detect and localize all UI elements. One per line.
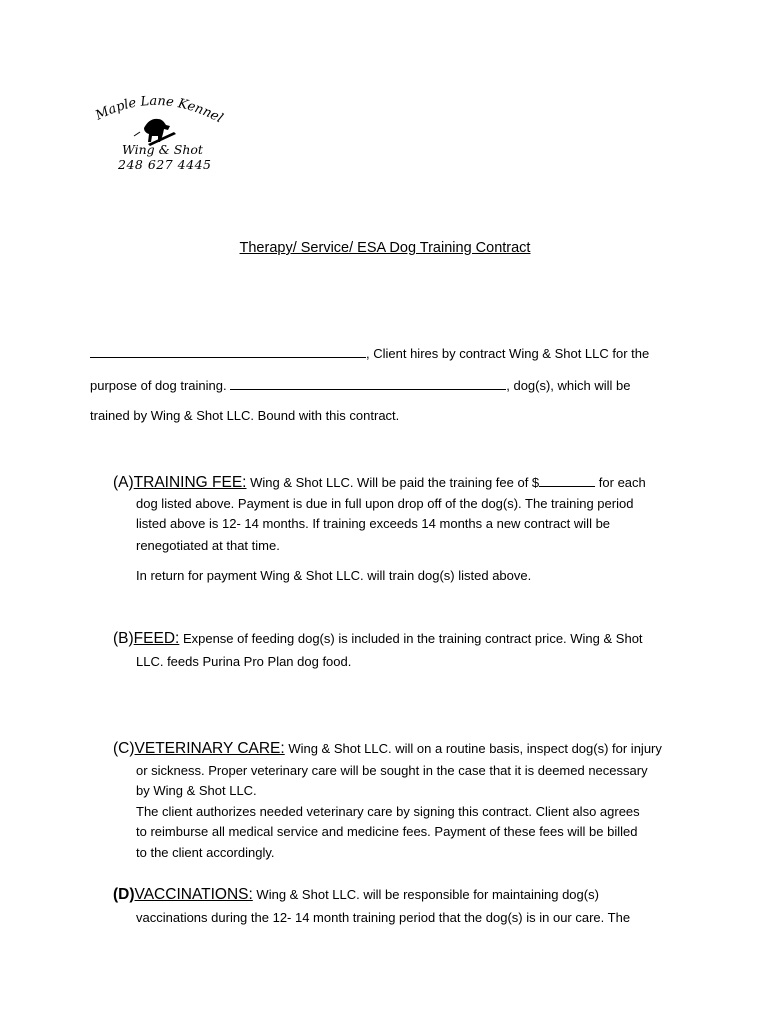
client-name-blank[interactable] — [90, 345, 366, 358]
intro-line-2-prefix: purpose of dog training. — [90, 378, 227, 393]
intro-line-1 — [90, 345, 649, 361]
kennel-logo — [92, 92, 228, 174]
section-a-first-text: Wing & Shot LLC. Will be paid the training fee of $ — [246, 475, 540, 490]
intro-line-2-suffix: , dog(s), which will be — [506, 378, 631, 393]
section-b-line: LLC. feeds Purina Pro Plan dog food. — [136, 654, 352, 669]
section-c-first-line — [113, 740, 662, 758]
document-title: Therapy/ Service/ ESA Dog Training Contract — [239, 240, 531, 256]
logo-name: Maple Lane Kennel — [93, 93, 226, 127]
intro-line-3: trained by Wing & Shot LLC. Bound with this contract. — [90, 408, 400, 423]
section-a-line: listed above is 12- 14 months. If training exceeds 14 months a new contract will be — [136, 516, 611, 531]
section-d-heading: VACCINATIONS: — [134, 886, 253, 903]
section-a-heading: TRAINING FEE: — [133, 474, 247, 491]
section-c-line: to the client accordingly. — [136, 845, 275, 860]
section-c-line: to reimburse all medical service and medicine fees. Payment of these fees will be billed — [136, 824, 638, 839]
section-c-letter: (C) — [113, 740, 135, 757]
section-c-heading: VETERINARY CARE: — [134, 740, 285, 757]
section-a-line: renegotiated at that time. — [136, 538, 280, 553]
intro-line-1-text: , Client hires by contract Wing & Shot LLC for the — [366, 346, 650, 361]
logo-subtitle: Wing & Shot — [122, 142, 203, 157]
section-a-line: dog listed above. Payment is due in full upon drop off of the dog(s). The training period — [136, 496, 634, 511]
section-a-extra: In return for payment Wing & Shot LLC. will train dog(s) listed above. — [136, 568, 532, 583]
section-d-first-line — [113, 886, 599, 904]
training-fee-blank[interactable] — [539, 474, 595, 487]
section-d-first-text: Wing & Shot LLC. will be responsible for maintaining dog(s) — [252, 887, 599, 902]
section-a-first-line — [113, 474, 646, 492]
section-c-first-text: Wing & Shot LLC. will on a routine basis, inspect dog(s) for injury — [284, 741, 662, 756]
section-c-line: or sickness. Proper veterinary care will be sought in the case that it is deemed necessary — [136, 763, 648, 778]
section-b-first-line — [113, 630, 643, 648]
section-b-first-text: Expense of feeding dog(s) is included in the training contract price. Wing & Shot — [179, 631, 643, 646]
section-b-letter: (B) — [113, 630, 134, 647]
dog-name-blank[interactable] — [230, 377, 506, 390]
section-b-heading: FEED: — [133, 630, 180, 647]
section-a-after-blank: for each — [595, 475, 646, 490]
section-a-letter: (A) — [113, 474, 134, 491]
section-d-line: vaccinations during the 12- 14 month training period that the dog(s) is in our care. The — [136, 910, 631, 925]
section-d-letter: (D) — [113, 886, 135, 903]
logo-phone: 248 627 4445 — [118, 157, 212, 172]
section-c-line: The client authorizes needed veterinary care by signing this contract. Client also agrees — [136, 804, 640, 819]
intro-line-2 — [90, 377, 631, 393]
section-c-line: by Wing & Shot LLC. — [136, 783, 257, 798]
